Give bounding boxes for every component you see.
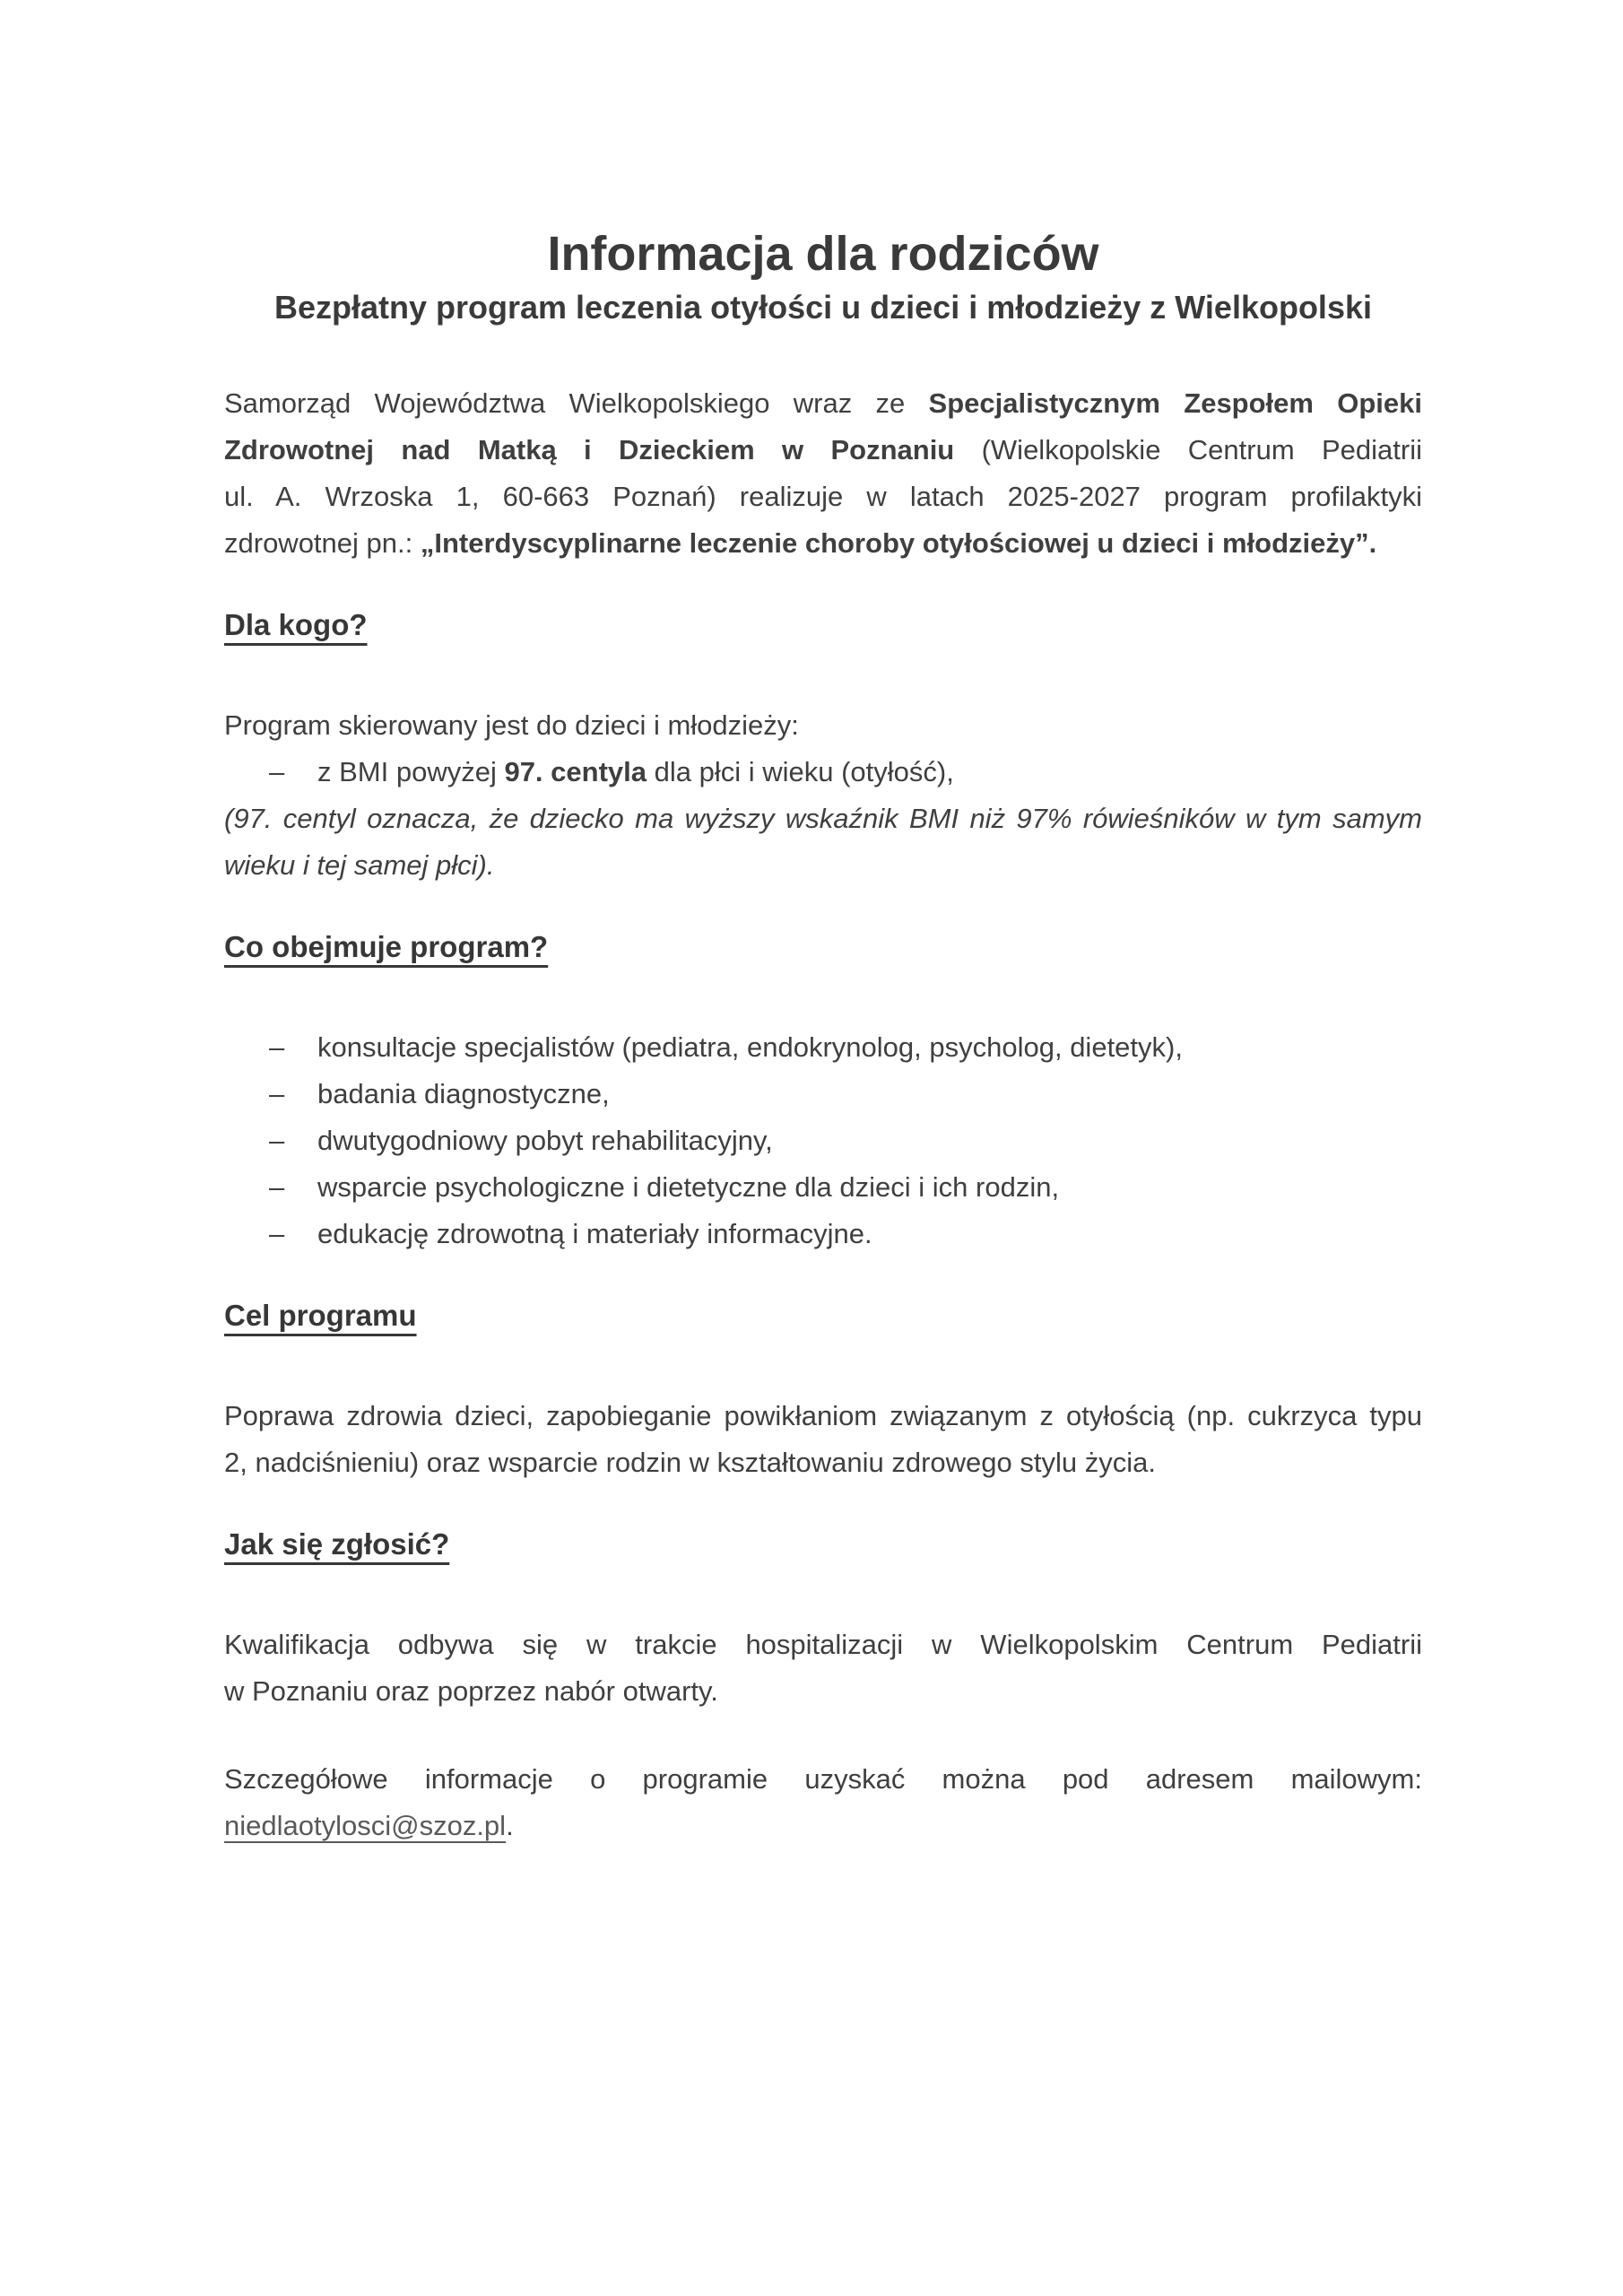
bullet-dash: – bbox=[269, 1078, 285, 1109]
section-heading-apply: Jak się zgłosić? bbox=[224, 1527, 450, 1561]
document-title: Informacja dla rodziców bbox=[547, 227, 1099, 281]
who-bullet-pre: z BMI powyżej bbox=[317, 756, 505, 787]
intro-line-1-bold: Specjalistycznym Zespołem Opieki bbox=[928, 387, 1423, 419]
who-note-line-2: wieku i tej samej płci). bbox=[224, 849, 495, 881]
intro-line-4-regular: zdrowotnej pn.: bbox=[224, 527, 421, 559]
goal-line-1: Poprawa zdrowia dzieci, zapobieganie powikłaniom związanym z otyłością (np. cukrzyca typu bbox=[224, 1400, 1422, 1431]
scope-item-text: wsparcie psychologiczne i dietetyczne dla dzieci i ich rodzin, bbox=[317, 1171, 1060, 1203]
bullet-dash: – bbox=[269, 1125, 285, 1156]
scope-item-text: edukację zdrowotną i materiały informacyjne. bbox=[317, 1218, 872, 1249]
scope-list bbox=[224, 1024, 1422, 1257]
scope-list-item bbox=[224, 1211, 1422, 1257]
contact-line-2 bbox=[224, 1803, 1422, 1849]
scope-item-text: dwutygodniowy pobyt rehabilitacyjny, bbox=[317, 1125, 773, 1156]
who-bullet-bold: 97. centyla bbox=[504, 756, 647, 787]
goal-paragraph bbox=[224, 1393, 1422, 1486]
intro-line-2-bold: Zdrowotnej nad Matką i Dzieckiem w Poznaniu bbox=[224, 434, 982, 465]
who-note-line-1: (97. centyl oznacza, że dziecko ma wyższy wskaźnik BMI niż 97% rówieśników w tym samym bbox=[224, 803, 1422, 834]
intro-line-1-regular: Samorząd Województwa Wielkopolskiego wraz ze bbox=[224, 387, 929, 419]
who-lead: Program skierowany jest do dzieci i młodzieży: bbox=[224, 709, 799, 741]
intro-paragraph bbox=[224, 380, 1422, 567]
bullet-dash: – bbox=[269, 1171, 285, 1203]
scope-list-item bbox=[224, 1164, 1422, 1211]
intro-line-2 bbox=[224, 427, 1422, 474]
intro-line-4-bold: „Interdyscyplinarne leczenie choroby otyłościowej u dzieci i młodzieży”. bbox=[420, 527, 1377, 559]
goal-line-2: 2, nadciśnieniu) oraz wsparcie rodzin w kształtowaniu zdrowego stylu życia. bbox=[224, 1447, 1156, 1478]
section-heading-scope: Co obejmuje program? bbox=[224, 930, 549, 963]
intro-line-3: ul. A. Wrzoska 1, 60-663 Poznań) realizuje w latach 2025-2027 program profilaktyki bbox=[224, 481, 1422, 512]
apply-line-1: Kwalifikacja odbywa się w trakcie hospitalizacji w Wielkopolskim Centrum Pediatrii bbox=[224, 1629, 1422, 1660]
intro-line-4 bbox=[224, 520, 1422, 567]
bullet-dash: – bbox=[269, 1031, 285, 1063]
who-section-body bbox=[224, 702, 1422, 889]
scope-item-text: badania diagnostyczne, bbox=[317, 1078, 610, 1109]
document-subtitle: Bezpłatny program leczenia otyłości u dzieci i młodzieży z Wielkopolski bbox=[274, 289, 1372, 326]
scope-list-item bbox=[224, 1118, 1422, 1164]
contact-paragraph bbox=[224, 1756, 1422, 1849]
bullet-dash: – bbox=[269, 756, 285, 787]
scope-list-item bbox=[224, 1024, 1422, 1071]
scope-item-text: konsultacje specjalistów (pediatra, endokrynolog, psycholog, dietetyk), bbox=[317, 1031, 1183, 1063]
section-heading-goal: Cel programu bbox=[224, 1299, 417, 1332]
intro-line-2-regular: (Wielkopolskie Centrum Pediatrii bbox=[981, 434, 1422, 465]
apply-paragraph bbox=[224, 1622, 1422, 1715]
contact-line-1: Szczegółowe informacje o programie uzyskać można pod adresem mailowym: bbox=[224, 1763, 1422, 1795]
apply-line-2: w Poznaniu oraz poprzez nabór otwarty. bbox=[224, 1675, 718, 1707]
who-bullet-item bbox=[224, 749, 1422, 796]
who-bullet-post: dla płci i wieku (otyłość), bbox=[647, 756, 954, 787]
bullet-dash: – bbox=[269, 1218, 285, 1249]
section-heading-who: Dla kogo? bbox=[224, 608, 368, 641]
scope-list-item bbox=[224, 1071, 1422, 1118]
email-link[interactable]: niedlaotylosci@szoz.pl bbox=[224, 1810, 507, 1841]
email-period: . bbox=[506, 1810, 514, 1841]
intro-line-1 bbox=[224, 380, 1422, 427]
